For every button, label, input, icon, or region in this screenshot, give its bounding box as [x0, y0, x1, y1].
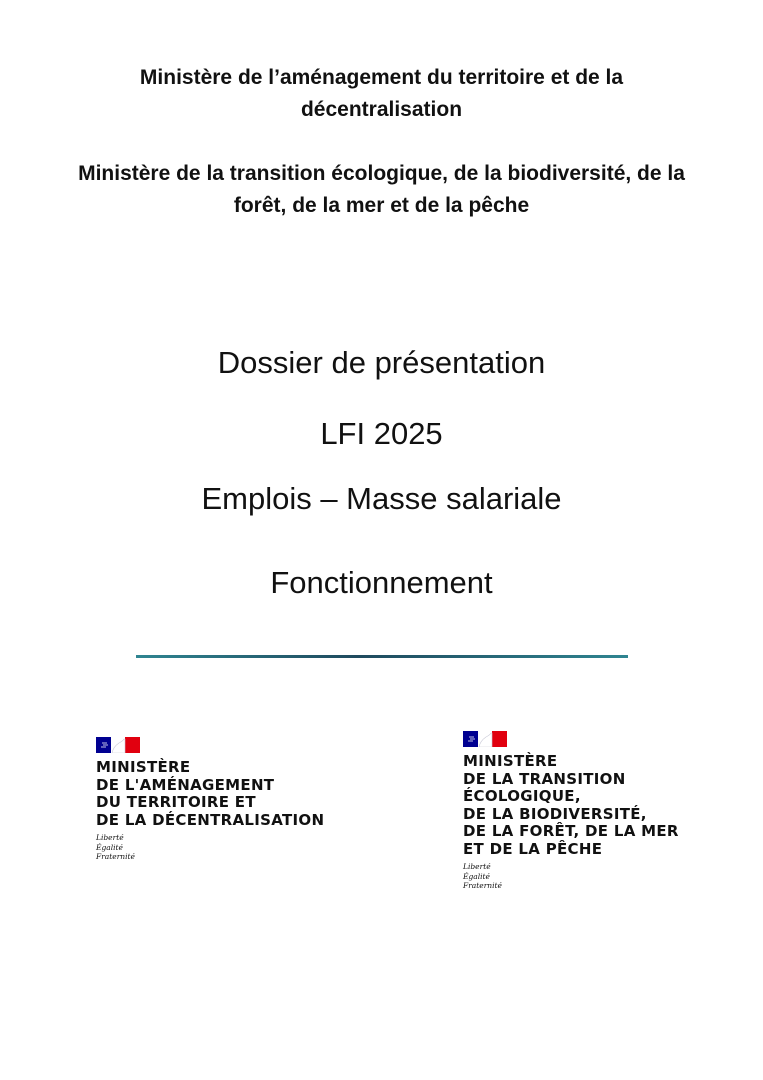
- logo-right-line-5: DE LA FORÊT, DE LA MER: [463, 822, 679, 840]
- logo-left-line-2: DE L'AMÉNAGEMENT: [96, 775, 275, 794]
- motto-liberte: Liberté: [463, 862, 491, 871]
- document-year: LFI 2025: [320, 416, 443, 451]
- ministry-1-line-1: Ministère de l’aménagement du territoire et de la: [139, 66, 624, 89]
- logo-transition-ecologique: [463, 731, 679, 891]
- motto: [463, 862, 679, 891]
- ministry-1-line-2: décentralisation: [300, 98, 463, 121]
- logo-amenagement-territoire: [96, 737, 324, 862]
- logo-left-line-4: DE LA DÉCENTRALISATION: [96, 810, 325, 829]
- marianne-flag-icon: [96, 737, 140, 753]
- document-title: Dossier de présentation: [217, 345, 546, 380]
- ministry-2-line-1: Ministère de la transition écologique, de la biodiversité, de la: [78, 162, 685, 185]
- motto-fraternite: Fraternité: [463, 881, 502, 890]
- motto-egalite: Égalité: [463, 871, 490, 881]
- logo-right-line-4: DE LA BIODIVERSITÉ,: [463, 804, 647, 823]
- logo-right-line-3: ÉCOLOGIQUE,: [463, 787, 581, 805]
- ministries-header: [0, 62, 763, 222]
- document-subject: Emplois – Masse salariale: [201, 481, 562, 516]
- motto-egalite: Égalité: [96, 842, 123, 852]
- document-subtitle: Fonctionnement: [270, 565, 493, 600]
- logo-right-line-2: DE LA TRANSITION: [463, 769, 626, 788]
- logo-right-line-1: MINISTÈRE: [463, 752, 558, 770]
- logo-right-line-6: ET DE LA PÊCHE: [463, 839, 603, 858]
- ministry-2-line-2: forêt, de la mer et de la pêche: [233, 194, 530, 217]
- motto: [96, 833, 324, 862]
- logo-left-line-3: DU TERRITOIRE ET: [96, 793, 256, 811]
- motto-fraternite: Fraternité: [96, 852, 135, 861]
- title-separator: [136, 655, 628, 658]
- motto-liberte: Liberté: [96, 833, 124, 842]
- marianne-flag-icon: [463, 731, 507, 747]
- logo-left-line-1: MINISTÈRE: [96, 758, 191, 776]
